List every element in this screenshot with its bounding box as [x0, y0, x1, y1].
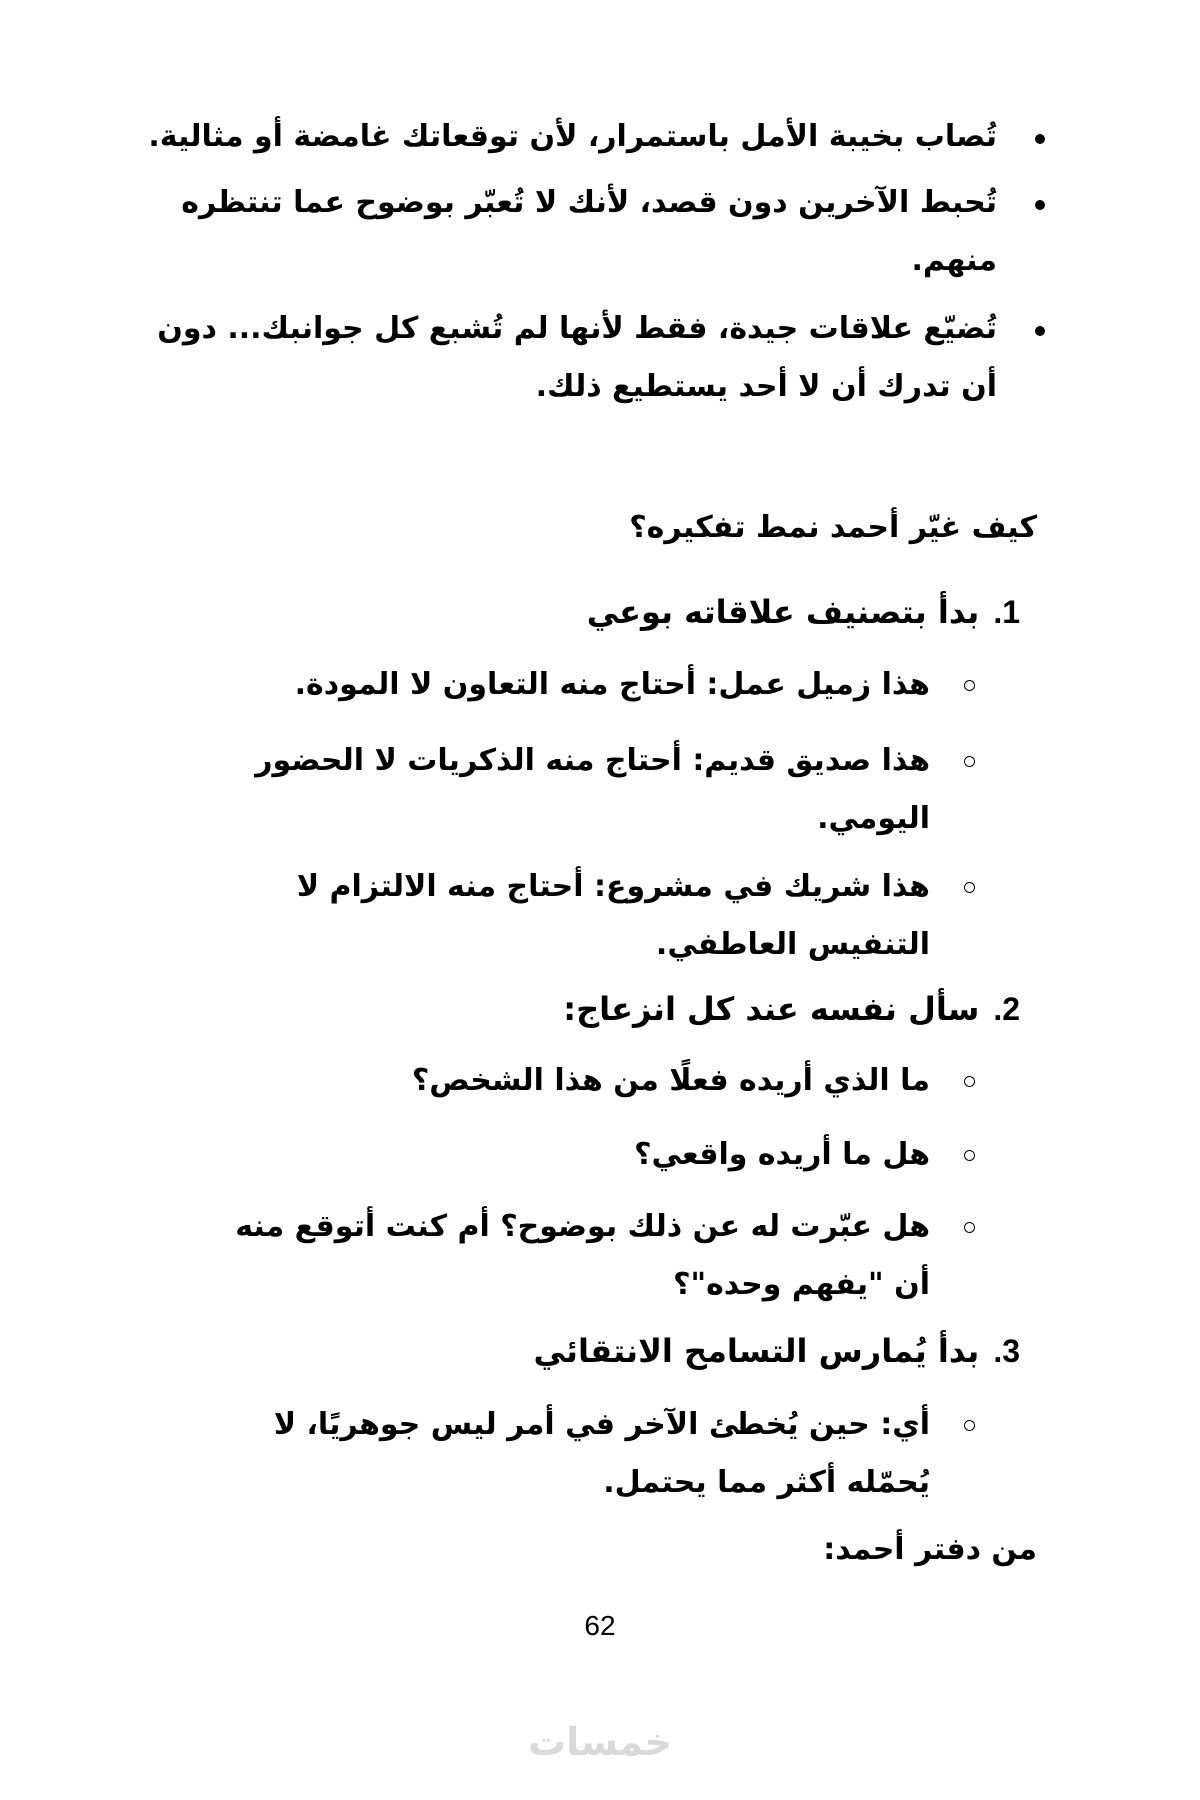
step-number: 2. [993, 991, 1020, 1027]
sub-item-text: هذا شريك في مشروع: أحتاج منه الالتزام لا التنفيس العاطفي. [296, 869, 930, 962]
sub-item-text: أي: حين يُخطئ الآخر في أمر ليس جوهريًا، لا يُحمّله أكثر مما يحتمل. [273, 1407, 930, 1500]
sub-item [230, 1052, 930, 1110]
sub-item-text: هذا زميل عمل: أحتاج منه التعاون لا المودة. [294, 667, 930, 702]
sub-item [230, 1396, 930, 1512]
sub-item [230, 1126, 930, 1184]
bullet-list [145, 108, 1055, 426]
step-number: 1. [993, 594, 1020, 630]
bullet-text: تُحبط الآخرين دون قصد، لأنك لا تُعبّر بوضوح عما تنتظره منهم. [181, 185, 997, 278]
bullet-item [145, 174, 1055, 290]
sub-item-text: هل عبّرت له عن ذلك بوضوح؟ أم كنت أتوقع منه أن "يفهم وحده"؟ [235, 1209, 930, 1302]
circle-bullet-icon [964, 1150, 975, 1161]
bullet-text: تُضيّع علاقات جيدة، فقط لأنها لم تُشبع كل جوانبك... دون أن تدرك أن لا أحد يستطيع ذلك. [157, 311, 997, 404]
section-heading: كيف غيّر أحمد نمط تفكيره؟ [629, 510, 1037, 545]
circle-bullet-icon [964, 1222, 975, 1233]
sub-item [230, 732, 930, 848]
page-number: 62 [584, 1610, 616, 1641]
circle-bullet-icon [964, 1420, 975, 1431]
step-title: بدأ بتصنيف علاقاته بوعي [586, 593, 980, 631]
sub-item-text: هل ما أريده واقعي؟ [634, 1137, 930, 1172]
sub-item-text: هذا صديق قديم: أحتاج منه الذكريات لا الحضور اليومي. [255, 743, 930, 836]
step-heading-2 [563, 985, 1020, 1033]
sub-item [230, 1198, 930, 1314]
sub-item [230, 858, 930, 974]
bullet-dot-icon [1035, 200, 1045, 210]
circle-bullet-icon [964, 756, 975, 767]
bullet-text: تُصاب بخيبة الأمل باستمرار، لأن توقعاتك غامضة أو مثالية. [148, 119, 997, 154]
bullet-item [145, 300, 1055, 416]
circle-bullet-icon [964, 882, 975, 893]
bullet-dot-icon [1035, 134, 1045, 144]
step-title: سأل نفسه عند كل انزعاج: [563, 990, 980, 1028]
circle-bullet-icon [964, 680, 975, 691]
bullet-item [145, 108, 1055, 166]
step-heading-1 [587, 588, 1020, 636]
sub-item [230, 656, 930, 714]
step-title: بدأ يُمارس التسامح الانتقائي [533, 1332, 980, 1370]
watermark-logo: خمسات [528, 1720, 672, 1764]
notebook-label: من دفتر أحمد: [823, 1532, 1037, 1567]
step-number: 3. [993, 1333, 1020, 1369]
circle-bullet-icon [964, 1076, 975, 1087]
step-heading-3 [534, 1327, 1020, 1375]
bullet-dot-icon [1035, 326, 1045, 336]
sub-item-text: ما الذي أريده فعلًا من هذا الشخص؟ [411, 1063, 930, 1098]
